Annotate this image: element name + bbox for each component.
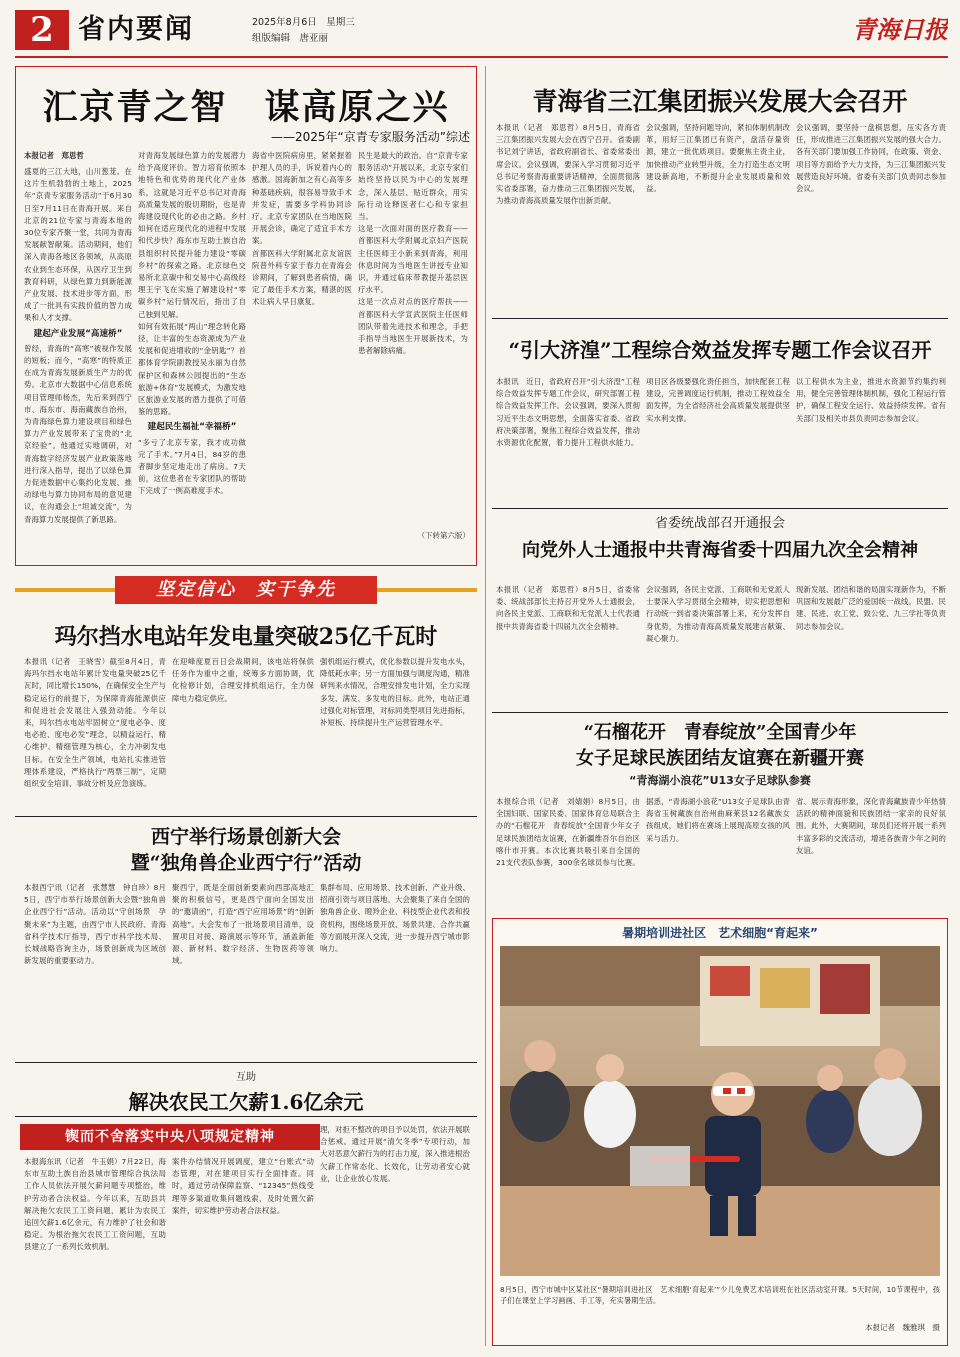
a3-col3 xyxy=(320,882,470,1058)
a1-para: 这是一次点对点的医疗帮扶——首都医科大学宣武医院主任医师团队带着先进技术和理念，手把手指导当地医生开展新技术，为患者解除病痛。 xyxy=(358,297,468,356)
a3-para: 聚西宁，既是全面创新要素向西部高地汇聚的积极信号，更是西宁面向全国发出的“邀请函”，打造“西宁应用场景”的“创新高地”。大会发布了一批场景项目清单，设置项目对接、路演展示等环节，涵盖新能源、新材料、数字经济、生物医药等领域。 xyxy=(172,883,314,966)
a3-headline-1: 西宁举行场景创新大会 xyxy=(150,826,341,848)
a2-col2 xyxy=(172,656,314,812)
b4-headline-2: 女子足球民族团结友谊赛在新疆开赛 xyxy=(576,748,864,769)
b4-para: 省、展示青海形象，深化青海藏族青少年热情活跃的精神面貌和民族团结一家亲的良好氛围。此外，大赛期间，球员们还将开展一系列丰富多彩的交流活动，增进各族青少年之间的友谊。 xyxy=(796,797,946,855)
a1-subtitle: ——2025年“京青专家服务活动”综述 xyxy=(271,130,470,144)
divider xyxy=(492,508,948,509)
a2-col3 xyxy=(320,656,470,812)
a3-col2 xyxy=(172,882,314,1058)
b4-para: 据悉，“青海湖小浪花”U13女子足球队由青海省玉树藏族自治州曲麻莱县12名藏族女孩组成，她们将在赛场上展现高原女孩的风采与活力。 xyxy=(646,797,790,843)
a1-continued: （下转第六版） xyxy=(417,531,470,540)
a5-col1 xyxy=(24,1156,166,1346)
b1-para: 会议强调，坚持问题导向，紧扣体制机制改革，用好三江集团已有资产，盘活存量资源，建立一批优质项目。要聚焦主责主业，加快推动产业转型升级，全力打造生态文明建设新高地，不断提升企业发展质量和效益。 xyxy=(646,123,790,194)
a1-col2 xyxy=(138,150,246,546)
a1-para: “多亏了北京专家，我才成功做完了手术。”7月4日，84岁的患者脚步坚定地走出了病房。7天前，这位患者在专家团队的帮助下完成了一例高难度手术。 xyxy=(138,437,246,496)
divider xyxy=(15,1062,477,1063)
b4-col3 xyxy=(796,796,946,912)
b1-para: 本报讯（记者 郑思哲）8月5日，青海省三江集团振兴发展大会在西宁召开。省委副书记刘宁讲话，省政府副省长、省委常委出席会议。会议强调，要深入学习贯彻习近平总书记考察青海重要讲话精神，全面贯彻落实省委部署，奋力推动三江集团振兴发展，为推动青海高质量发展作出新贡献。 xyxy=(496,123,640,206)
a1-para: 海省中医院病房里，紧紧握着护理人员的手，诉说着内心的感激。国海新加之有心高等多种基础疾病，很容易导致手术并发症，需要多学科协同诊疗。北京专家团队在当地医院开展会诊，确定了适宜手术方案。 xyxy=(252,151,352,246)
b4-col1 xyxy=(496,796,640,912)
section-title: 省内要闻 xyxy=(78,14,194,45)
a1-para: 对青海发展绿色算力的发展潜力给予高度评价。智力培育依照本地特色和优势的现代化产业体系，这就是习近平总书记对青海高质量发展的殷切期盼，也是青海建设现代化的必由之路。乡村如何在适应现代化的进程中发展和代步快？海东市互助土族自治县组织村民提升能力建设“零碳乡村”的探索之路。北京绿色交易所北京碳中和交易中心高级经理王宇飞在实施了解建设村“零碳乡村”运行情况后，指出了自己独到见解。 xyxy=(138,151,246,319)
divider xyxy=(492,318,948,319)
page-number: 2 xyxy=(30,10,54,50)
page-number-box xyxy=(15,10,69,50)
a3-para: 集群布局、应用场景、技术创新、产业升级、招商引资与项目落地。大会聚集了来自全国的独角兽企业、瞪羚企业、科技型企业代表和投资机构，围绕场景开放、场景共建、合作共赢等方面展开深入交流，进一步提升西宁城市影响力。 xyxy=(320,883,470,954)
b3-col1 xyxy=(496,584,640,708)
a1-para: 民生是最大的政治。自“京青专家服务活动”开展以来，北京专家们始终坚持以民为中心的发展理念，深入基层、贴近群众，用实际行动诠释医者仁心和专家担当。 xyxy=(358,151,468,222)
b4-col2 xyxy=(646,796,790,912)
banner-left-stripe xyxy=(15,588,115,592)
slogan-banner xyxy=(15,576,477,604)
b3-col2 xyxy=(646,584,790,708)
photo-title: 暑期培训进社区 艺术细胞“育起来” xyxy=(622,926,818,940)
masthead-logo: 青海日报 xyxy=(852,15,948,44)
b3-col3 xyxy=(796,584,946,708)
a2-para: 在迎峰度夏百日会战期间，该电站将保供任务作为重中之重，统筹多方面协调，优化检修计划，合理安排机组运行，全力保障电力稳定供应。 xyxy=(172,657,314,703)
a4-headline: 解决农民工欠薪1.6亿余元 xyxy=(128,1090,364,1114)
a1-subhead: 建起民生福祉“幸福桥” xyxy=(147,422,237,433)
b2-col1 xyxy=(496,376,640,502)
b3-headline: 向党外人士通报中共青海省委十四届九次全会精神 xyxy=(522,540,918,561)
b2-para: 以工程供水为主业，推进水资源节约集约利用，健全完善管理体制机制，强化工程运行管护，确保工程安全运行、效益持续发挥。省有关部门及相关市县负责同志参加会议。 xyxy=(796,377,946,423)
a1-para: 这是一次面对面的医疗教育——首都医科大学附属北京妇产医院主任医师王小新来到青海，利用休息时间为当地医生讲授专业知识，并通过临床带教提升基层医疗水平。 xyxy=(358,224,468,295)
b1-col1 xyxy=(496,122,640,312)
b1-col3 xyxy=(796,122,946,312)
a1-para: 如何有效拓展“两山”理念转化路径，让丰富的生态资源成为产业发展和促进增收的“金钥匙”？首都体育学院副教授吴永丽为自然保护区和森林公园提出的“生态旅游+体育”发展模式，为激发地区旅游业发展的潜力提供了可借鉴的思路。 xyxy=(138,321,246,417)
header-rule xyxy=(15,56,948,58)
b3-para: 会议强调，各民主党派、工商联和无党派人士要深入学习贯彻全会精神，切实把思想和行动统一到省委决策部署上来，充分发挥自身优势，为推动青海高质量发展建言献策、凝心聚力。 xyxy=(646,585,790,643)
a4-kicker: 互助 xyxy=(236,1072,256,1082)
divider xyxy=(15,1116,477,1117)
a1-col4 xyxy=(358,150,468,530)
column-divider xyxy=(485,66,486,1346)
banner-text: 坚定信心 实干争先 xyxy=(115,576,377,604)
b3-para: 现新发展、团结和谐的局面实现新作为，不断巩固和发展最广泛的爱国统一战线。民盟、民建、民进、农工党、致公党、九三学社等负责同志参加会议。 xyxy=(796,585,946,631)
a3-headline-2: 暨“独角兽企业西宁行”活动 xyxy=(130,852,362,874)
a3-col1 xyxy=(24,882,166,1058)
b2-para: 本报讯 近日，省政府召开“引大济湟”工程综合效益发挥专题工作会议，研究部署工程综合效益发挥工作。会议强调，要深入贯彻习近平生态文明思想，全面落实省委、省政府决策部署，聚焦工程综合效益发挥，推动水资源优化配置，着力提升工程供水能力。 xyxy=(496,377,640,448)
b2-headline: “引大济湟”工程综合效益发挥专题工作会议召开 xyxy=(508,338,932,362)
a1-para: 盛夏的三江大地，山川葱茏。在这片生机勃勃的土地上，2025年“京青专家服务活动”于6月30日至7月11日在青海开展。来自北京的21位专家与青海本地的30位专家齐聚一堂，共同为青海发展献智献策。活动期间，他们深入青海各地区各领域，从高原农业到生态环保，从医疗卫生到教育科研，从绿色算力到新能源产业发展、技术进步等方面，形成了一批具有实践价值的智力成果和人才支撑。 xyxy=(24,167,132,323)
b1-headline: 青海省三江集团振兴发展大会召开 xyxy=(532,87,908,116)
a1-col1 xyxy=(24,166,132,546)
b2-col3 xyxy=(796,376,946,502)
divider xyxy=(15,816,477,817)
a3-para: 本报西宁讯（记者 张慧慧 钟自珍）8月5日，西宁市举行场景创新大会暨“独角兽企业西宁行”活动。活动以“守创场景 孕聚未来”为主题，由西宁市人民政府、青海省科学技术厅指导，西宁市科学技术局、长城战略咨询主办，场景创新成为区域创新发展的重要驱动力。 xyxy=(24,883,166,966)
a2-para: 本报讯（记者 王晓雪）截至8月4日，青海玛尔挡水电站年累计发电量突破25亿千瓦时，同比增长150%，在确保安全生产与稳定运行的前提下，为保障青海能源供应和促进社会发展注入强劲动能。今年以来，玛尔挡水电站牢固树立“度电必争、度电必抢、度电必发”理念，以精益运行、精心维护、精细管理为核心，全力冲刺发电目标。在安全生产领域，电站扎实推进管理体系建设，严格执行“两票三制”，定期组织安全培训、事故分析及应急演练。 xyxy=(24,657,166,789)
photo-credit: 本报记者 魏雅琪 摄 xyxy=(865,1323,940,1332)
b3-kicker: 省委统战部召开通报会 xyxy=(654,516,785,530)
a1-byline: 本报记者 郑思哲 xyxy=(24,151,84,160)
b3-para: 本报讯（记者 郑思哲）8月5日，省委常委、统战部部长主持召开党外人士通报会，向各民主党派、工商联和无党派人士代表通报中共青海省委十四届九次全会精神。 xyxy=(496,585,640,631)
b2-col2 xyxy=(646,376,790,502)
b2-para: 项目区各级要强化责任担当，加快配套工程建设，完善调度运行机制，推动工程效益全面发挥，为全省经济社会高质量发展提供坚实水利支撑。 xyxy=(646,377,790,423)
b4-para: 本报综合讯（记者 刘婧娟）8月5日，由全国妇联、国家民委、国家体育总局联合主办的“石榴花开 青春绽放”全国青少年女子足球民族团结友谊赛，在新疆维吾尔自治区喀什市开赛。本次比赛共吸引来自全国的21支代表队参赛，300余名球员参与比赛。 xyxy=(496,797,640,868)
header-date: 2025年8月6日 星期三 xyxy=(252,17,355,28)
a1-col3 xyxy=(252,150,352,546)
a1-headline: 汇京青之智 谋高原之兴 xyxy=(42,87,450,128)
a5-col3 xyxy=(320,1124,470,1346)
a5-para: 理，对拒不整改的项目予以处罚，依法开展联合惩戒。通过开展“清欠冬季”专项行动，加大对恶意欠薪行为的打击力度，深入推进根治欠薪工作常态化、长效化，让劳动者安心就业，让企业放心发展。 xyxy=(320,1125,470,1183)
a2-para: 强机组运行模式，优化参数以提升发电水头，降低耗水率；另一方面加强与调度沟通，精准研判来水情况，合理安排发电计划，全力实现多发、满发、多发电的目标。此外，电站正通过强化对标管理，对标同类型项目先进指标，补短板、持续提升生产运营管理水平。 xyxy=(320,657,470,728)
b4-headline-1: “石榴花开 青春绽放”全国青少年 xyxy=(583,722,857,743)
a1-para: 曾经，青海的“高寒”被视作发展的短板；而今，“高寒”的特质正在成为青海发展新质生产力的优势。北京市大数据中心信息系统项目管理师杨杰，先后来到西宁市、海东市、海南藏族自治州，为青海绿色算力建设项目和绿色算力产业发展带来了宝贵的“北京经验”。他通过实地调研，对青海数字经济发展产业政策落地进行深入指导，提出了以绿色算力促进数据中心集约化发展、推动绿电与算力协同布局的意见建议，在沟通会上“坦诚交流”，为青海算力发展提供了新思路。 xyxy=(24,343,132,524)
divider xyxy=(492,712,948,713)
a5-title-bar: 锲而不舍落实中央八项规定精神 xyxy=(20,1124,320,1150)
b4-subtitle: “青海湖小浪花”U13女子足球队参赛 xyxy=(629,774,811,787)
a1-subhead: 建起产业发展“高速桥” xyxy=(33,328,123,339)
a5-para: 案件办结情况开展调度，建立“台账式”动态管理，对在建项目实行全面排查。同时，通过劳动保障监察、“12345”热线受理等多渠道收集问题线索，及时处置欠薪案件，切实维护劳动者合法权益。 xyxy=(172,1157,314,1215)
a2-col1 xyxy=(24,656,166,812)
a5-col2 xyxy=(172,1156,314,1346)
a2-headline: 玛尔挡水电站年发电量突破25亿千瓦时 xyxy=(54,624,438,650)
a1-para: 首都医科大学附属北京友谊医院普外科专家于春力在青海会诊期间，了解到患者病情，确定了最佳手术方案，精湛的医术让病人早日康复。 xyxy=(252,248,352,307)
banner-right-stripe xyxy=(377,588,477,592)
b1-para: 会议强调，要坚持一盘棋思想，压实各方责任，形成推进三江集团振兴发展的强大合力。各有关部门要加强工作协同，在政策、资金、项目等方面给予大力支持，为三江集团振兴发展营造良好环境。省委有关部门负责同志参加会议。 xyxy=(796,123,946,194)
photo-caption: 8月5日，西宁市城中区某社区“暑期培训进社区 艺术细胞‘育起来’”少儿免费艺术培训班在社区活动室开课。5天时间，10节课程中，孩子们在课堂上学习画画、手工等，充实暑期生活。 xyxy=(500,1285,940,1305)
a5-para: 本报海东讯（记者 牛玉娟）7月22日，海东市互助土族自治县城市管理综合执法局工作人员依法开展欠薪问题专项整治，维护劳动者合法权益。今年以来，互助县共解决拖欠农民工工资问题，累计为农民工追回欠薪1.6亿余元，有力维护了社会和谐稳定。为根治拖欠农民工工资问题，互助县建立了一系列长效机制。 xyxy=(24,1157,166,1252)
news-photo xyxy=(500,946,940,1276)
b1-col2 xyxy=(646,122,790,312)
header-editor: 组版编辑 唐亚丽 xyxy=(252,33,329,44)
